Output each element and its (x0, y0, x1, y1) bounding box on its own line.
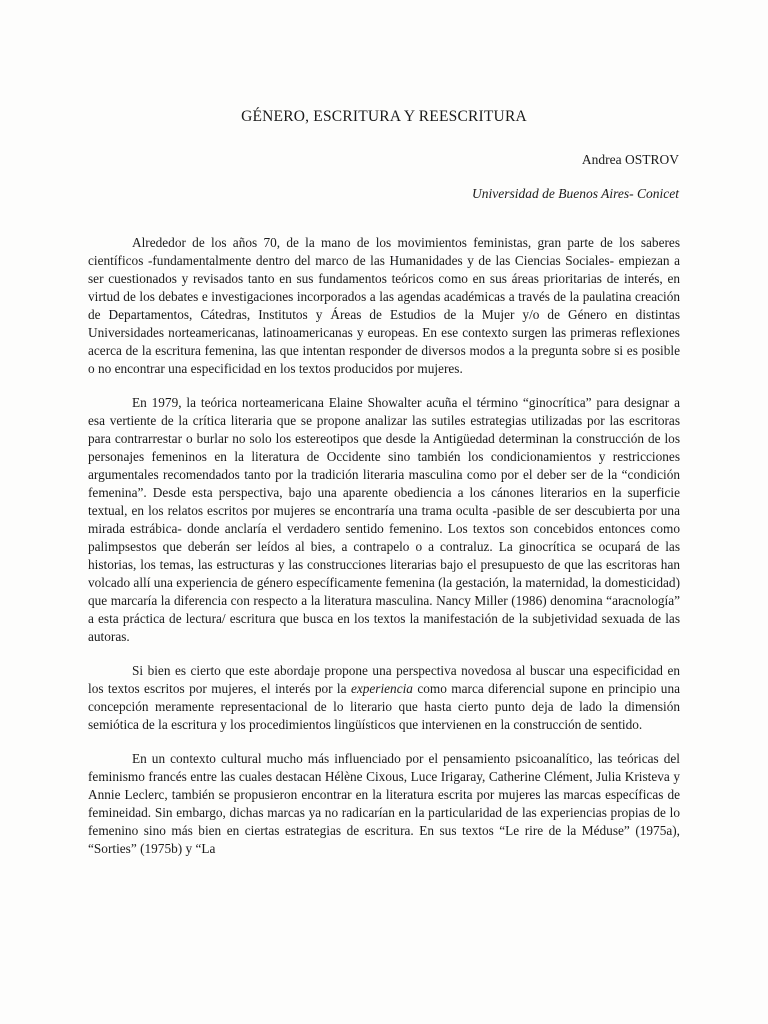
paragraph-2: En 1979, la teórica norteamericana Elaine Showalter acuña el término “ginocrítica” para designar a esa vertiente de la crítica literaria que se propone analizar las sutiles estrategias utilizadas por las escritoras para contrarrestar o burlar no solo los estereotipos que desde la Antigüedad determinan la construcción de los personajes femeninos en la literatura de Occidente sino también los condicionamientos y restricciones argumentales recomendados tanto por la tradición literaria masculina como por el deber ser de la “condición femenina”. Desde esta perspectiva, bajo una aparente obediencia a los cánones literarios en la superficie textual, en los relatos escritos por mujeres se encontraría una trama oculta -pasible de ser descubierta por una mirada estrábica- donde anclaría el verdadero sentido femenino. Los textos son concebidos entonces como palimpsestos que deberán ser leídos al bies, a contrapelo o a contraluz. La ginocrítica se ocupará de las historias, los temas, las estructuras y las construcciones literarias bajo el presupuesto de que las escritoras han volcado allí una experiencia de género específicamente femenina (la gestación, la maternidad, la domesticidad) que marcaría la diferencia con respecto a la literatura masculina. Nancy Miller (1986) denomina “aracnología” a esta práctica de lectura/ escritura que busca en los textos la manifestación de la subjetividad sexuada de las autoras. (88, 395, 680, 644)
paragraph-3-text-end: como marca diferencial supone en principio una concepción meramente representacional de lo literario que hasta cierto punto deja de lado la dimensión semiótica de la escritura y los procedimientos lingüísticos que intervienen en la construcción de sentido. (88, 681, 680, 732)
document-title: GÉNERO, ESCRITURA Y REESCRITURA (241, 108, 527, 125)
emphasized-term: experiencia (350, 681, 413, 696)
document-body (88, 234, 680, 858)
paragraph-3 (88, 662, 680, 734)
paragraph-4: En un contexto cultural mucho más influenciado por el pensamiento psicoanalítico, las teóricas del feminismo francés entre las cuales destacan Hélène Cixous, Luce Irigaray, Catherine Clément, Julia Kristeva y Annie Leclerc, también se propusieron encontrar en la literatura escrita por mujeres las marcas específicas de femineidad. Sin embargo, dichas marcas ya no radicarían en la particularidad de las experiencias propias de lo femenino sino más bien en ciertas estrategias de escritura. En sus textos “Le rire de la Méduse” (1975a), “Sorties” (1975b) y “La (88, 751, 680, 856)
author-affiliation: Universidad de Buenos Aires- Conicet (472, 186, 679, 201)
paragraph-1: Alrededor de los años 70, de la mano de los movimientos feministas, gran parte de los saberes científicos -fundamentalmente dentro del marco de las Humanidades y de las Ciencias Sociales- empiezan a ser cuestionados y revisados tanto en sus fundamentos teóricos como en sus áreas prioritarias de interés, en virtud de los debates e investigaciones incorporados a las agendas académicas a través de la paulatina creación de Departamentos, Cátedras, Institutos y Áreas de Estudios de la Mujer y/o de Género en distintas Universidades norteamericanas, latinoamericanas y europeas. En ese contexto surgen las primeras reflexiones acerca de la escritura femenina, las que intentan responder de diversos modos a la pregunta sobre si es posible o no encontrar una especificidad en los textos producidos por mujeres. (88, 235, 680, 376)
author-name: Andrea OSTROV (581, 152, 679, 167)
paragraph-3-text-start: Si bien es cierto que este abordaje propone una perspectiva novedosa al buscar una especificidad en los textos escritos por mujeres, el interés por la (88, 663, 680, 696)
